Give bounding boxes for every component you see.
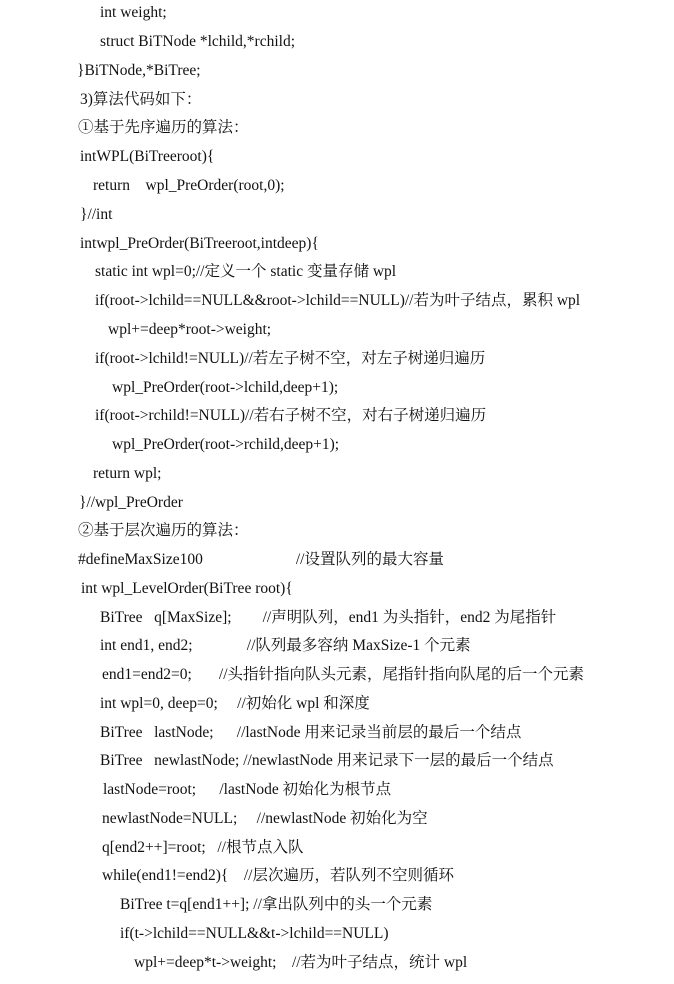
section-heading: 3)算法代码如下： (80, 91, 202, 108)
code-line: BiTree lastNode; //lastNode 用来记录当前层的最后一个结点 (100, 724, 522, 741)
subsection-heading: ②基于层次遍历的算法： (78, 522, 249, 539)
code-line: while(end1!=end2){ //层次遍历，若队列不空则循环 (102, 867, 454, 884)
code-line: BiTree t=q[end1++]; //拿出队列中的头一个元素 (120, 896, 433, 913)
code-line: struct BiTNode *lchild,*rchild; (100, 33, 296, 50)
code-line: int weight; (100, 4, 167, 21)
code-line: int wpl_LevelOrder(BiTree root){ (81, 580, 293, 597)
code-line: BiTree q[MaxSize]; //声明队列，end1 为头指针，end2 为尾指针 (100, 609, 557, 626)
code-line: if(root->rchild!=NULL)//若右子树不空，对右子树递归遍历 (95, 407, 487, 424)
code-line: if(root->lchild==NULL&&root->lchild==NULL)//若为叶子结点，累积 wpl (95, 292, 581, 309)
code-line: if(t->lchild==NULL&&t->lchild==NULL) (120, 925, 389, 942)
code-line: wpl+=deep*root->weight; (108, 321, 272, 338)
code-line: wpl+=deep*t->weight; //若为叶子结点，统计 wpl (134, 954, 468, 971)
subsection-heading: ①基于先序遍历的算法： (78, 119, 249, 136)
code-line: newlastNode=NULL; //newlastNode 初始化为空 (102, 810, 428, 827)
code-line: }//int (80, 206, 113, 223)
code-line: wpl_PreOrder(root->lchild,deep+1); (112, 379, 339, 396)
code-line: return wpl; (93, 465, 162, 482)
code-line: return wpl_PreOrder(root,0); (93, 177, 285, 194)
code-line: wpl_PreOrder(root->rchild,deep+1); (112, 436, 340, 453)
code-line: intwpl_PreOrder(BiTreeroot,intdeep){ (80, 235, 319, 252)
code-line: }//wpl_PreOrder (79, 494, 183, 511)
code-line: }BiTNode,*BiTree; (77, 62, 201, 79)
code-line: BiTree newlastNode; //newlastNode 用来记录下一层的最后一个结点 (100, 752, 554, 769)
code-line: static int wpl=0;//定义一个 static 变量存储 wpl (95, 263, 397, 280)
code-line: int end1, end2; //队列最多容纳 MaxSize-1 个元素 (100, 637, 471, 654)
code-line: q[end2++]=root; //根节点入队 (102, 839, 304, 856)
code-line: if(root->lchild!=NULL)//若左子树不空，对左子树递归遍历 (95, 350, 486, 367)
code-line: lastNode=root; /lastNode 初始化为根节点 (103, 781, 392, 798)
code-line: intWPL(BiTreeroot){ (80, 148, 215, 165)
code-line: #defineMaxSize100 //设置队列的最大容量 (78, 551, 444, 568)
code-line: int wpl=0, deep=0; //初始化 wpl 和深度 (100, 695, 370, 712)
code-line: end1=end2=0; //头指针指向队头元素，尾指针指向队尾的后一个元素 (102, 666, 585, 683)
